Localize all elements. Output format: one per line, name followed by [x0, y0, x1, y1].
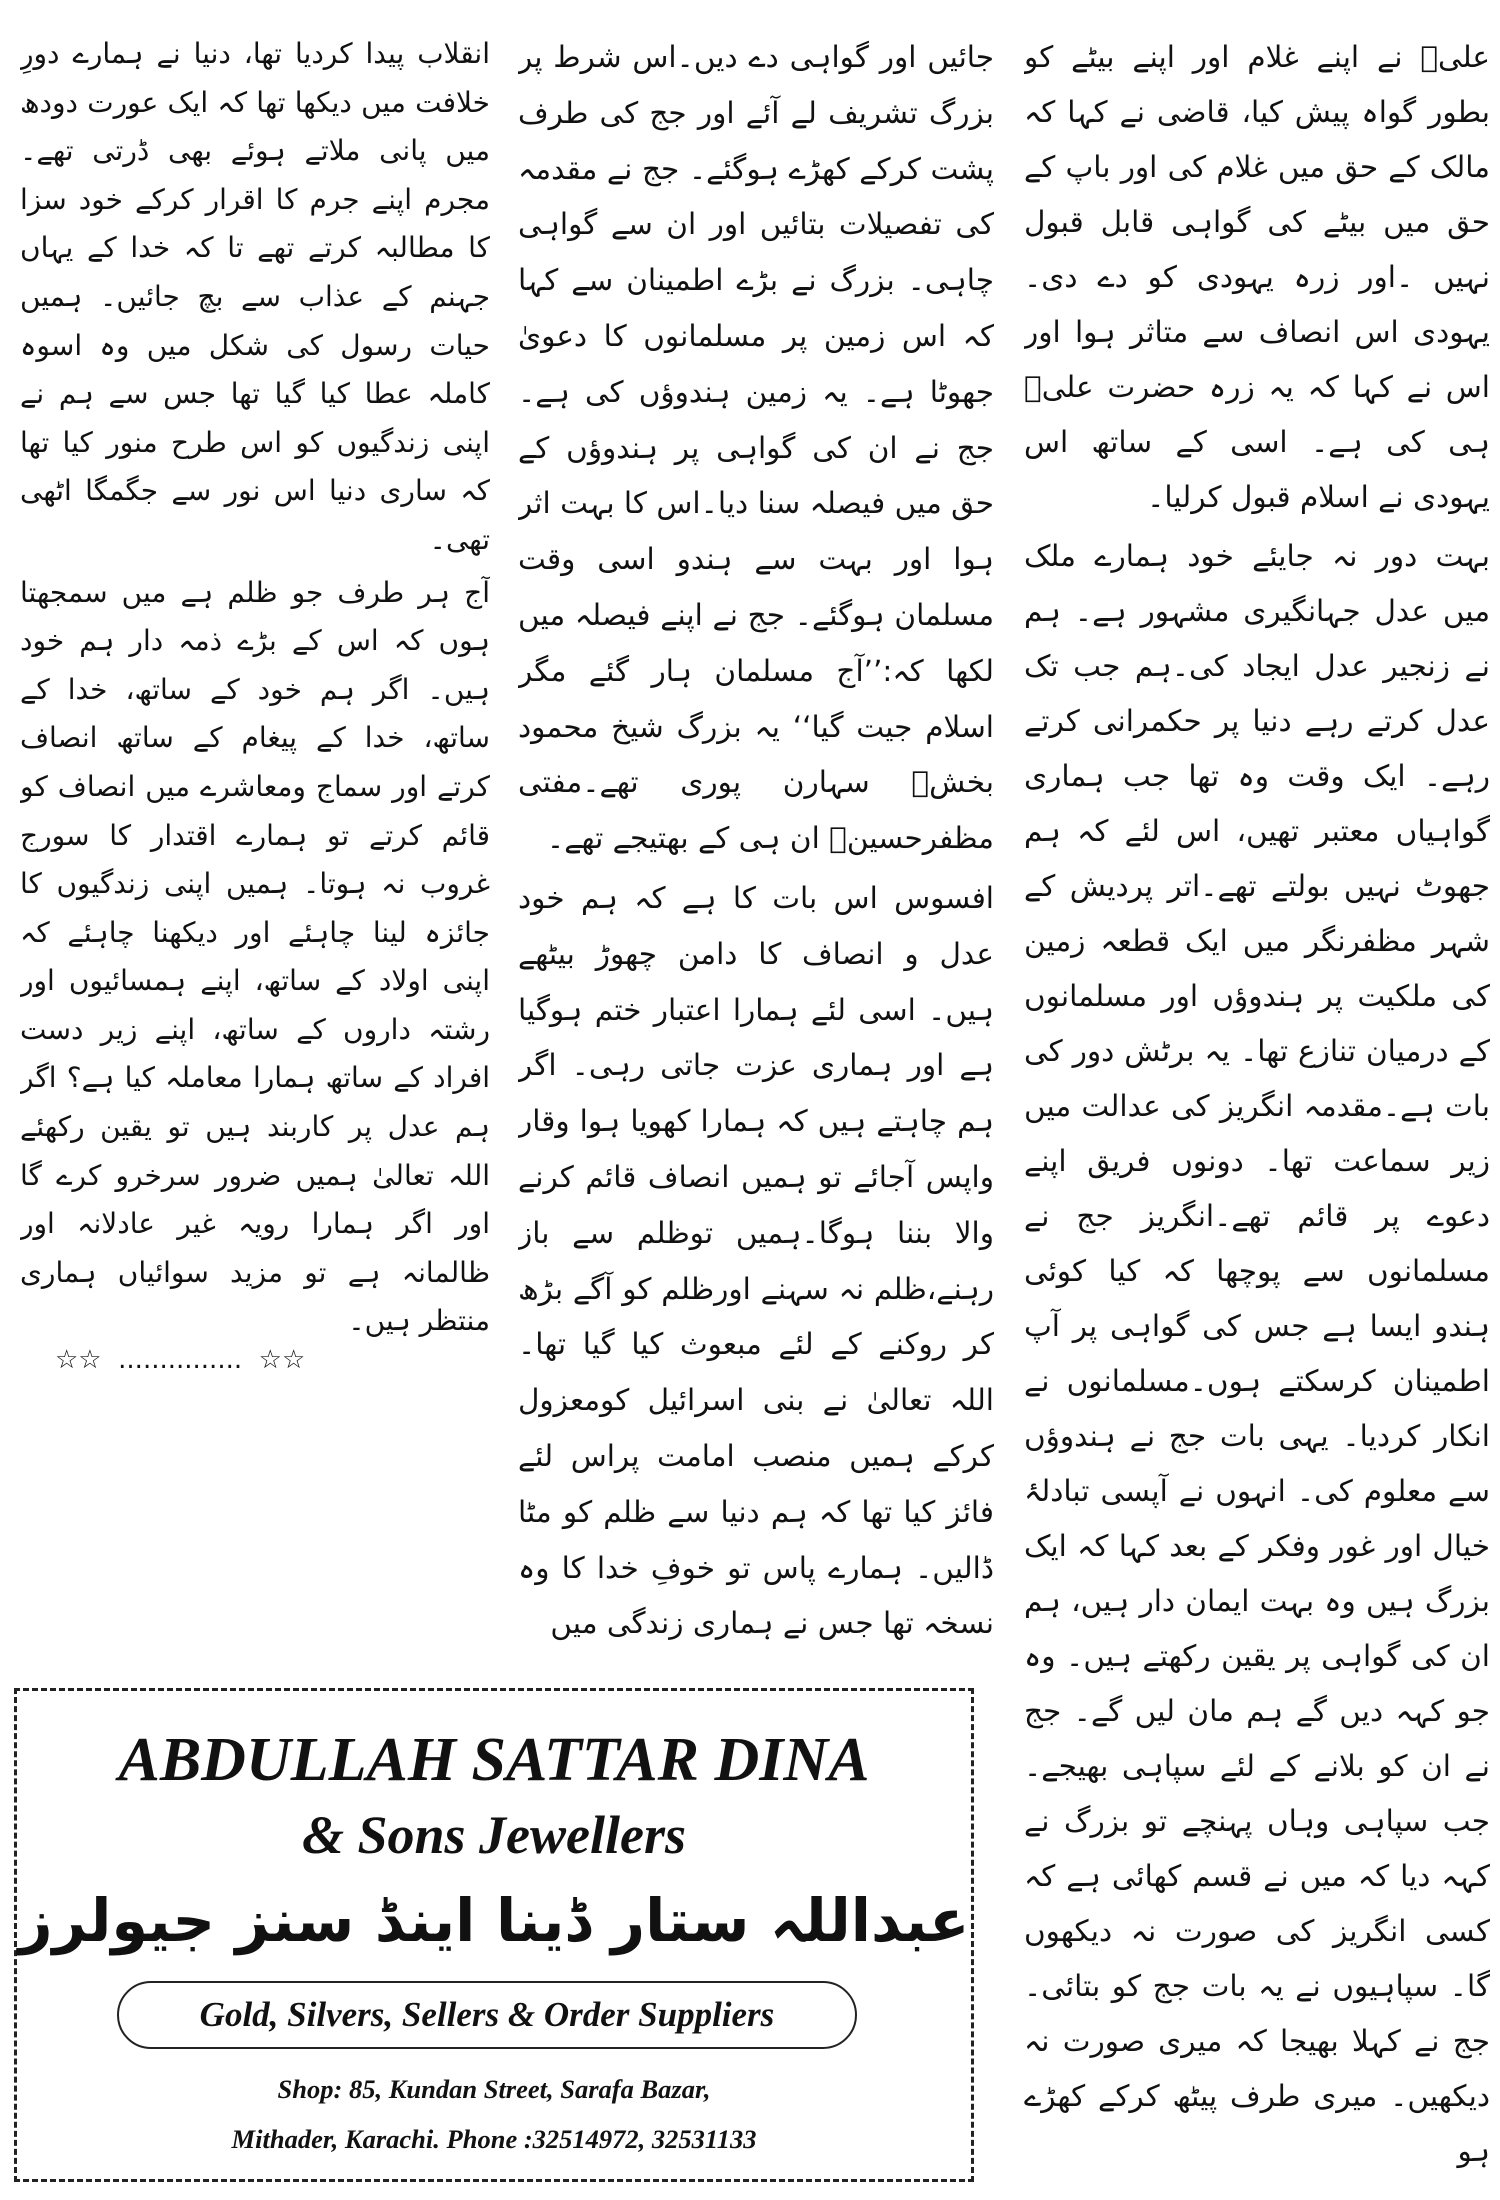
column-left: [20, 30, 490, 1350]
ad-urdu-name: عبداللہ ستار ڈینا اینڈ سنز جیولرز: [18, 1886, 970, 1955]
ad-tagline: Gold, Silvers, Sellers & Order Suppliers: [117, 1981, 857, 2049]
paragraph: علیؓ نے اپنے غلام اور اپنے بیٹے کو بطور گواہ پیش کیا، قاضی نے کہا کہ مالک کے حق میں غلام کی اور باپ کے حق میں بیٹے کی گواہی قابل قبول نہیں ۔اور زرہ یہودی کو دے دی۔ یہودی اس انصاف سے متاثر ہوا اور اس نے کہا کہ یہ زرہ حضرت علیؓ ہی کی ہے۔ اسی کے ساتھ اس یہودی نے اسلام قبول کرلیا۔: [1024, 40, 1490, 514]
paragraph: افسوس اس بات کا ہے کہ ہم خود عدل و انصاف کا دامن چھوڑ بیٹھے ہیں۔ اسی لئے ہمارا اعتبار ختم ہوگیا ہے اور ہماری عزت جاتی رہی۔ اگر ہم چاہتے ہیں کہ ہمارا کھویا ہوا وقار واپس آجائے تو ہمیں انصاف قائم کرنے والا بننا ہوگا۔ہمیں توظلم سے باز رہنے،ظلم نہ سہنے اورظلم کو آگے بڑھ کر روکنے کے لئے مبعوث کیا گیا تھا۔ اللہ تعالیٰ نے بنی اسرائیل کومعزول کرکے ہمیں منصب امامت پراس لئے فائز کیا تھا کہ ہم دنیا سے ظلم کو مٹا ڈالیں۔ ہمارے پاس تو خوفِ خدا کا وہ نسخہ تھا جس نے ہماری زندگی میں: [518, 880, 994, 1641]
paragraph: جائیں اور گواہی دے دیں۔اس شرط پر بزرگ تشریف لے آئے اور جج کی طرف پشت کرکے کھڑے ہوگئے۔ جج نے مقدمہ کی تفصیلات بتائیں اور ان سے گواہی چاہی۔ بزرگ نے بڑے اطمینان سے کہا کہ اس زمین پر مسلمانوں کا دعویٰ جھوٹا ہے۔ یہ زمین ہندوؤں کی ہے۔جج نے ان کی گواہی پر ہندوؤں کے حق میں فیصلہ سنا دیا۔اس کا بہت اثر ہوا اور بہت سے ہندو اسی وقت مسلمان ہوگئے۔ جج نے اپنے فیصلہ میں لکھا کہ:’’آج مسلمان ہار گئے مگر اسلام جیت گیا‘‘ یہ بزرگ شیخ محمود بخشؒ سہارن پوری تھے۔مفتی مظفرحسینؒ ان ہی کے بھتیجے تھے۔: [518, 40, 994, 856]
end-separator: ☆☆ ............... ☆☆: [55, 1345, 306, 1375]
jeweller-advertisement: [14, 1688, 974, 2182]
ad-contact-line: Mithader, Karachi. Phone :32514972, 32531133: [231, 2124, 757, 2154]
ad-address-line: Shop: 85, Kundan Street, Sarafa Bazar,: [277, 2074, 711, 2104]
paragraph: انقلاب پیدا کردیا تھا، دنیا نے ہمارے دورِ خلافت میں دیکھا تھا کہ ایک عورت دودھ میں پانی ملاتے ہوئے بھی ڈرتی تھے۔ مجرم اپنے جرم کا اقرار کرکے خود سزا کا مطالبہ کرتے تھے تا کہ خدا کے یہاں جہنم کے عذاب سے بچ جائیں۔ ہمیں حیات رسول کی شکل میں وہ اسوہ کاملہ عطا کیا گیا تھا جس سے ہم نے اپنی زندگیوں کو اس طرح منور کیا تھا کہ ساری دنیا اس نور سے جگمگا اٹھی تھی۔: [20, 37, 490, 556]
ad-business-subtitle: & Sons Jewellers: [301, 1805, 687, 1865]
paragraph: بہت دور نہ جایئے خود ہمارے ملک میں عدل جہانگیری مشہور ہے۔ ہم نے زنجیر عدل ایجاد کی۔ہم جب تک عدل کرتے رہے دنیا پر حکمرانی کرتے رہے۔ ایک وقت وہ تھا جب ہماری گواہیاں معتبر تھیں، اس لئے کہ ہم جھوٹ نہیں بولتے تھے۔اتر پردیش کے شہر مظفرنگر میں ایک قطعہ زمین کی ملکیت پر ہندوؤں اور مسلمانوں کے درمیان تنازع تھا۔ یہ برٹش دور کی بات ہے۔مقدمہ انگریز کی عدالت میں زیر سماعت تھا۔ دونوں فریق اپنے دعوے پر قائم تھے۔انگریز جج نے مسلمانوں سے پوچھا کہ کیا کوئی ہندو ایسا ہے جس کی گواہی پر آپ اطمینان کرسکتے ہوں۔مسلمانوں نے انکار کردیا۔ یہی بات جج نے ہندوؤں سے معلوم کی۔ انہوں نے آپسی تبادلۂ خیال اور غور وفکر کے بعد کہا کہ ایک بزرگ ہیں وہ بہت ایمان دار ہیں، ہم ان کی گواہی پر یقین رکھتے ہیں۔ وہ جو کہہ دیں گے ہم مان لیں گے۔ جج نے ان کو بلانے کے لئے سپاہی بھیجے۔ جب سپاہی وہاں پہنچے تو بزرگ نے کہہ دیا کہ میں نے قسم کھائی ہے کہ کسی انگریز کی صورت نہ دیکھوں گا۔ سپاہیوں نے یہ بات جج کو بتائی۔ جج نے کہلا بھیجا کہ میری صورت نہ دیکھیں۔ میری طرف پیٹھ کرکے کھڑے ہو: [1024, 539, 1490, 2168]
ad-business-name: ABDULLAH SATTAR DINA: [118, 1726, 870, 1794]
column-right: [1024, 30, 1490, 2200]
column-middle: [518, 30, 994, 1670]
paragraph: آج ہر طرف جو ظلم ہے میں سمجھتا ہوں کہ اس کے بڑے ذمہ دار ہم خود ہیں۔ اگر ہم خود کے ساتھ، خدا کے ساتھ، خدا کے پیغام کے ساتھ انصاف کرتے اور سماج ومعاشرے میں انصاف کو قائم کرتے تو ہمارے اقتدار کا سورج غروب نہ ہوتا۔ ہمیں اپنی زندگیوں کا جائزہ لینا چاہئے اور دیکھنا چاہئے کہ اپنی اولاد کے ساتھ، اپنے ہمسائیوں اور رشتہ داروں کے ساتھ، اپنے زیر دست افراد کے ساتھ ہمارا معاملہ کیا ہے؟ اگر ہم عدل پر کاربند ہیں تو یقین رکھئے اللہ تعالیٰ ہمیں ضرور سرخرو کرے گا اور اگر ہمارا رویہ غیر عادلانہ اور ظالمانہ ہے تو مزید سوائیاں ہماری منتظر ہیں۔: [20, 575, 490, 1338]
